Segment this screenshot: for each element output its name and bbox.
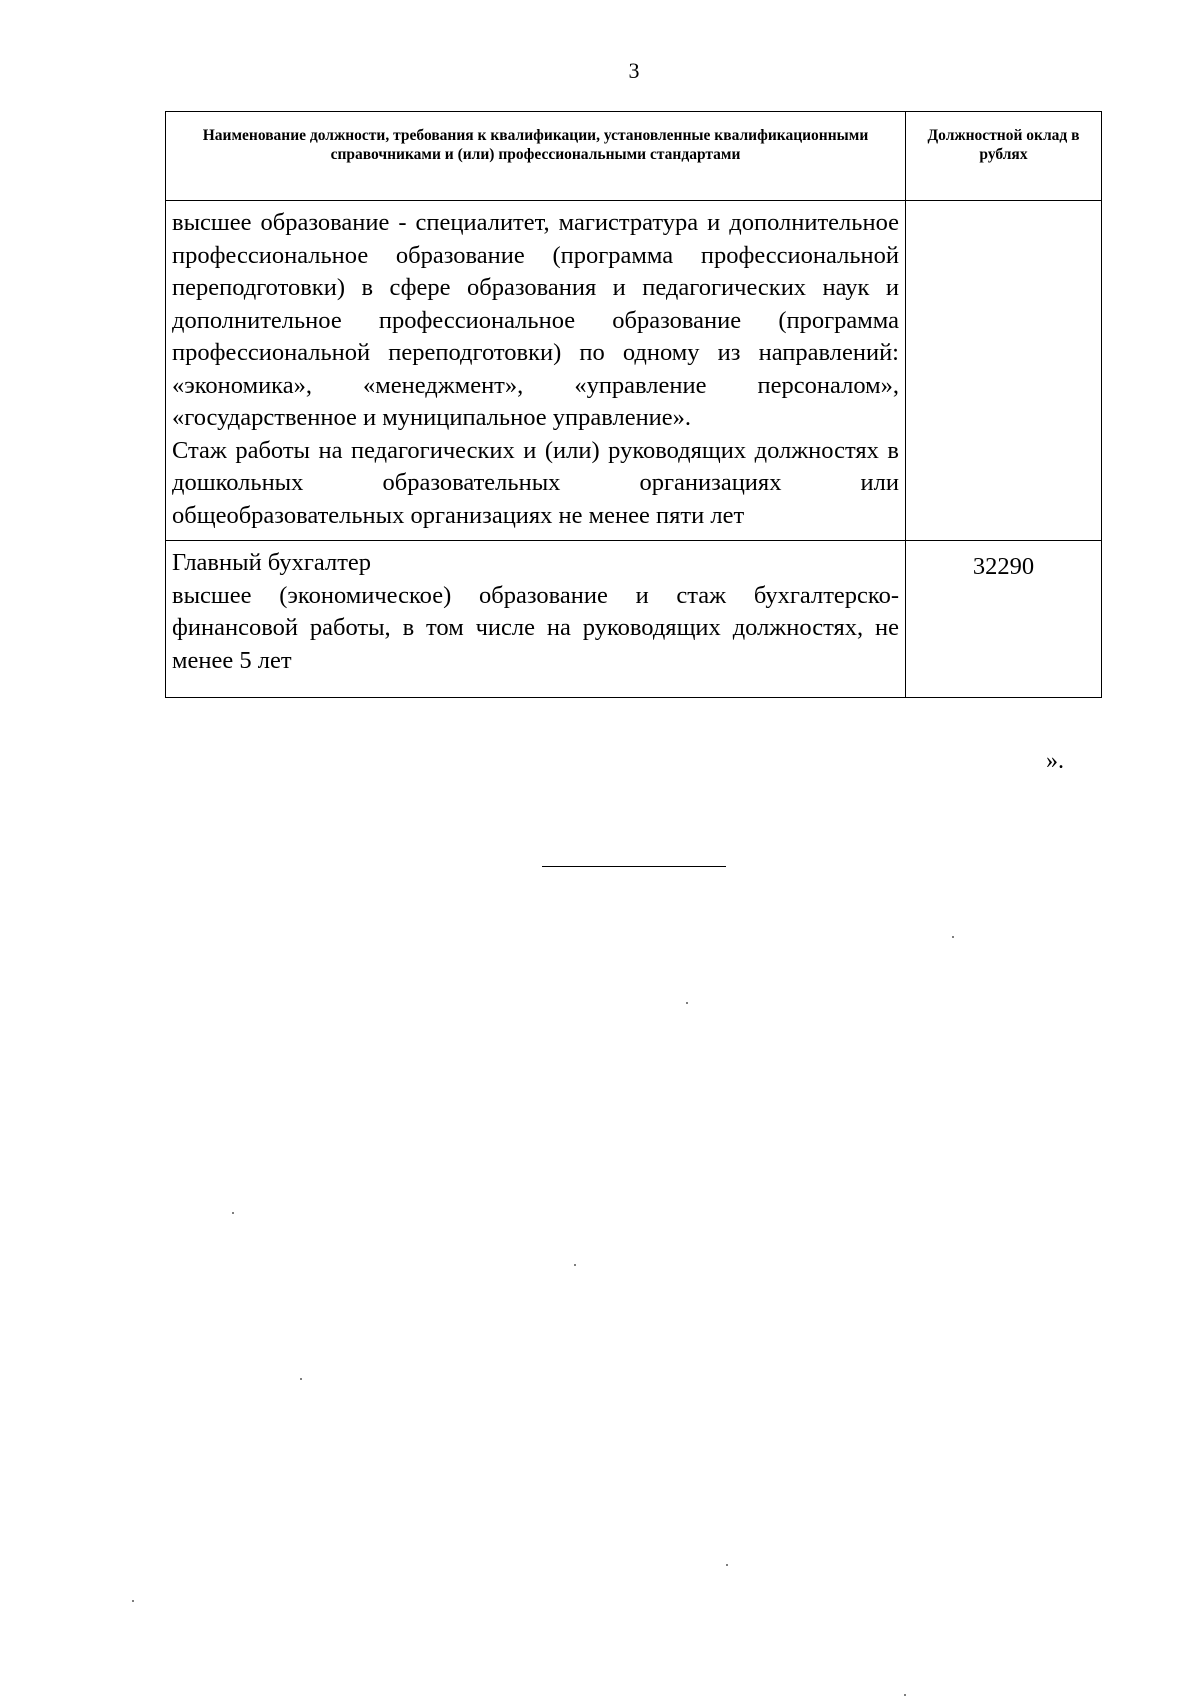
requirements-experience: Стаж работы на педагогических и (или) руководящих должностях в дошкольных образовательных организациях или общеобразовательных организациях не менее пяти лет xyxy=(172,436,899,529)
page-number: 3 xyxy=(628,58,640,83)
header-salary: Должностной оклад в рублях xyxy=(906,112,1102,201)
scan-speck xyxy=(904,1694,906,1696)
scan-speck xyxy=(952,936,954,938)
scan-speck xyxy=(574,1264,576,1266)
scan-speck xyxy=(132,1600,134,1602)
header-position-requirements: Наименование должности, требования к квалификации, установленные квалификационными справочниками и (или) профессиональными стандартами xyxy=(166,112,906,201)
scan-speck xyxy=(232,1212,234,1214)
position-title: Главный бухгалтер xyxy=(172,549,372,576)
scan-speck xyxy=(300,1378,302,1380)
position-requirements: высшее (экономическое) образование и стаж бухгалтерско-финансовой работы, в том числе на руководящих должностях, не менее 5 лет xyxy=(172,581,899,674)
requirements-cell xyxy=(166,201,906,541)
scan-speck xyxy=(686,1002,688,1004)
salary-value: 32290 xyxy=(906,541,1102,698)
table-row xyxy=(166,201,1102,541)
scan-speck xyxy=(726,1564,728,1566)
table-row xyxy=(166,541,1102,698)
requirements-cell xyxy=(166,541,906,698)
salary-cell xyxy=(906,201,1102,541)
closing-quote: ». xyxy=(1046,748,1064,774)
position-salary-table xyxy=(165,111,1102,698)
table-header-row xyxy=(166,112,1102,201)
requirements-education: высшее образование - специалитет, магистратура и дополнительное профессиональное образование (программа профессиональной переподготовки) в сфере образования и педагогических наук и дополнительное профессиональное образование (программа профессиональной переподготовки) по одному из направлений: «экономика», «менеджмент», «управление персоналом», «государственное и муниципальное управление». xyxy=(172,209,899,431)
end-of-document-rule xyxy=(542,866,726,867)
